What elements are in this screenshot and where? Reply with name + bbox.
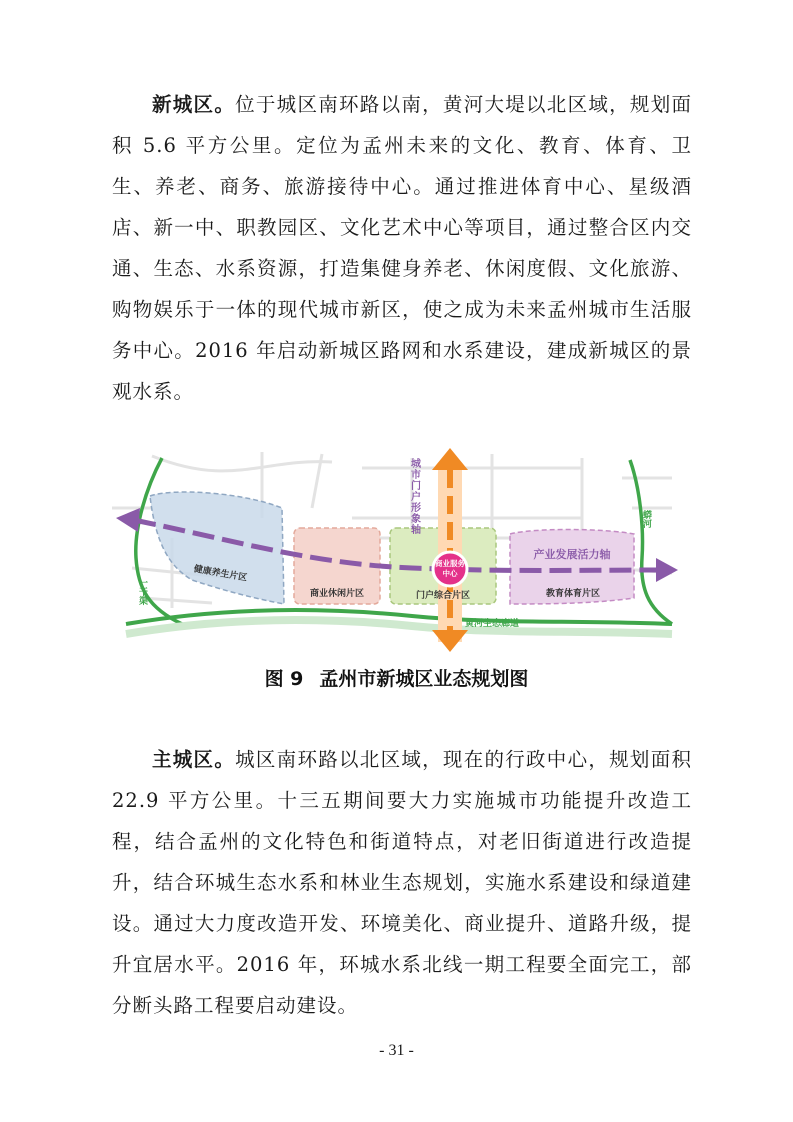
paragraph-text: 城区南环路以北区域，现在的行政中心，规划面积 22.9 平方公里。十三五期间要大力实施城市功能提升改造工程，结合孟州的文化特色和街道特点，对老旧街道进行改造提升，结合环城生态水系和林业生态规划，实施水系建设和绿道建设。通过大力度改造开发、环境美化、商业提升、道路升级，提升宜居水平。2016 年，环城水系北线一期工程要全面完工，部分断头路工程要启动建设。 [112, 748, 692, 1017]
zone-label-health: 健康养生片区 [192, 564, 248, 584]
figure-caption [0, 664, 793, 691]
eco-corridor-label: 黄河生态廊道 [464, 619, 520, 629]
industry-axis-label: 产业发展活力轴 [533, 548, 611, 561]
paragraph-main-city-district [112, 739, 692, 1026]
center-label-line1: 商业服务 [435, 559, 465, 568]
right-river-line [630, 460, 672, 624]
right-river-label: 蟒河 [641, 510, 651, 528]
left-river-label: 一干渠 [137, 578, 147, 605]
paragraph-new-city-district [112, 84, 692, 412]
paragraph-lead: 新城区。 [152, 93, 236, 116]
figure-title: 孟州市新城区业态规划图 [319, 668, 529, 690]
paragraph-lead: 主城区。 [152, 748, 236, 771]
paragraph-text: 位于城区南环路以南，黄河大堤以北区域，规划面积 5.6 平方公里。定位为孟州未来的文化、教育、体育、卫生、养老、商务、旅游接待中心。通过推进体育中心、星级酒店、新一中、职教园区、文化艺术中心等项目，通过整合区内交通、生态、水系资源，打造集健身养老、休闲度假、文化旅游、购物娱乐于一体的现代城市新区，使之成为未来孟州城市生活服务中心。2016 年启动新城区路网和水系建设，建成新城区的景观水系。 [112, 93, 692, 403]
zone-label-gateway: 门户综合片区 [415, 591, 471, 601]
zone-label-commerce: 商业休闲片区 [309, 589, 365, 599]
page-number: - 31 - [379, 1042, 414, 1059]
zone-label-education: 教育体育片区 [545, 589, 601, 599]
new-city-planning-map [112, 448, 682, 652]
gateway-axis-arrow-top [432, 448, 468, 470]
figure-number: 图 9 [264, 668, 304, 690]
vertical-axis-label: 城市门户形象轴 [408, 458, 420, 535]
center-label-line2: 中心 [442, 569, 458, 578]
gateway-axis-arrow-bottom [432, 630, 468, 652]
industry-axis-arrow-right [656, 558, 678, 582]
industry-axis-arrow-left [116, 508, 140, 532]
